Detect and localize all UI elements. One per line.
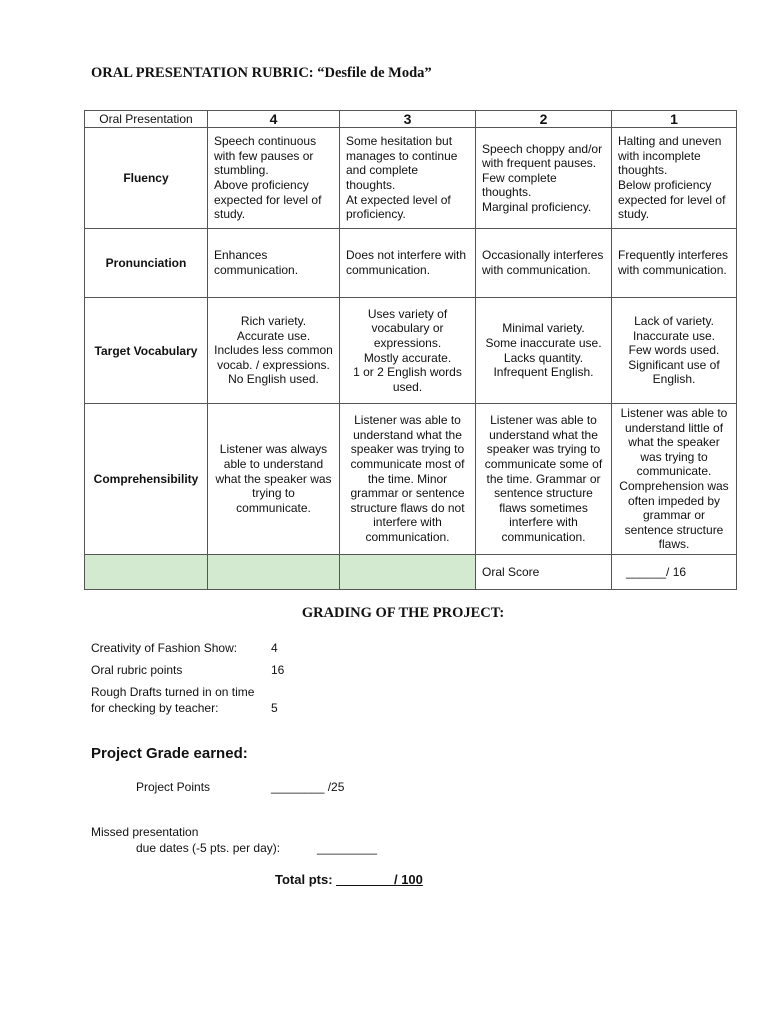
rubric-cell: Frequently interferes with communication. (612, 229, 737, 298)
rubric-row-fluency (85, 128, 737, 229)
shaded-cell (340, 554, 476, 589)
rubric-cell: Uses variety of vocabulary or expressions. Mostly accurate. 1 or 2 English words used. (340, 298, 476, 404)
grading-item-value: 16 (271, 663, 285, 677)
oral-score-label: Oral Score (476, 554, 612, 589)
score-header-2: 2 (476, 111, 612, 128)
rubric-row-vocabulary (85, 298, 737, 404)
total-points (275, 872, 423, 887)
grading-item-label-cont: for checking by teacher: (91, 701, 219, 715)
rubric-cell: Listener was able to understand what the speaker was trying to communicate some of the time. Grammar or sentence structure flaws sometimes interfere with communication. (476, 404, 612, 555)
grading-item-value: 4 (271, 641, 278, 655)
oral-score-blank: ______/ 16 (612, 554, 737, 589)
rubric-table (84, 110, 737, 590)
rubric-cell: Enhances communication. (208, 229, 340, 298)
grading-item-label: Rough Drafts turned in on time (91, 685, 255, 699)
shaded-cell (208, 554, 340, 589)
missed-presentation-label-cont: due dates (-5 pts. per day): (136, 841, 281, 855)
oral-score-row (85, 554, 737, 589)
criterion-label: Pronunciation (85, 229, 208, 298)
criterion-label: Target Vocabulary (85, 298, 208, 404)
shaded-cell (85, 554, 208, 589)
rubric-cell: Does not interfere with communication. (340, 229, 476, 298)
grading-item-label: Oral rubric points (91, 663, 183, 677)
criterion-label: Fluency (85, 128, 208, 229)
grading-heading: GRADING OF THE PROJECT: (301, 605, 505, 621)
project-grade-heading: Project Grade earned: (91, 745, 248, 762)
rubric-cell: Halting and uneven with incomplete thoughts. Below proficiency expected for level of study. (612, 128, 737, 229)
rubric-cell: Lack of variety. Inaccurate use. Few words used. Significant use of English. (612, 298, 737, 404)
criterion-column-header: Oral Presentation (85, 111, 208, 128)
score-header-4: 4 (208, 111, 340, 128)
rubric-cell: Listener was always able to understand what the speaker was trying to communicate. (208, 404, 340, 555)
score-header-1: 1 (612, 111, 737, 128)
total-points-blank: ________/ 100 (336, 872, 423, 887)
rubric-cell: Minimal variety. Some inaccurate use. Lacks quantity. Infrequent English. (476, 298, 612, 404)
grading-item-label: Creativity of Fashion Show: (91, 641, 238, 655)
page-title: ORAL PRESENTATION RUBRIC: “Desfile de Moda” (91, 65, 432, 81)
score-header-3: 3 (340, 111, 476, 128)
rubric-cell: Listener was able to understand little of what the speaker was trying to communicate. Comprehension was often impeded by grammar or sentence structure flaws. (612, 404, 737, 555)
criterion-label: Comprehensibility (85, 404, 208, 555)
rubric-row-pronunciation (85, 229, 737, 298)
rubric-cell: Listener was able to understand what the speaker was trying to communicate most of the time. Minor grammar or sentence structure flaws do not interfere with communication. (340, 404, 476, 555)
rubric-row-comprehensibility (85, 404, 737, 555)
rubric-cell: Some hesitation but manages to continue and complete thoughts. At expected level of proficiency. (340, 128, 476, 229)
total-points-label: Total pts: (275, 872, 337, 887)
rubric-cell: Occasionally interferes with communication. (476, 229, 612, 298)
project-points-blank: ________ /25 (271, 780, 345, 794)
rubric-cell: Speech continuous with few pauses or stumbling. Above proficiency expected for level of study. (208, 128, 340, 229)
project-points-label: Project Points (136, 780, 211, 794)
missed-presentation-blank: _________ (317, 841, 378, 855)
rubric-cell: Rich variety. Accurate use. Includes less common vocab. / expressions. No English used. (208, 298, 340, 404)
rubric-cell: Speech choppy and/or with frequent pauses. Few complete thoughts. Marginal proficiency. (476, 128, 612, 229)
rubric-header-row (85, 111, 737, 128)
grading-item-value: 5 (271, 701, 278, 715)
missed-presentation-label: Missed presentation (91, 825, 199, 839)
